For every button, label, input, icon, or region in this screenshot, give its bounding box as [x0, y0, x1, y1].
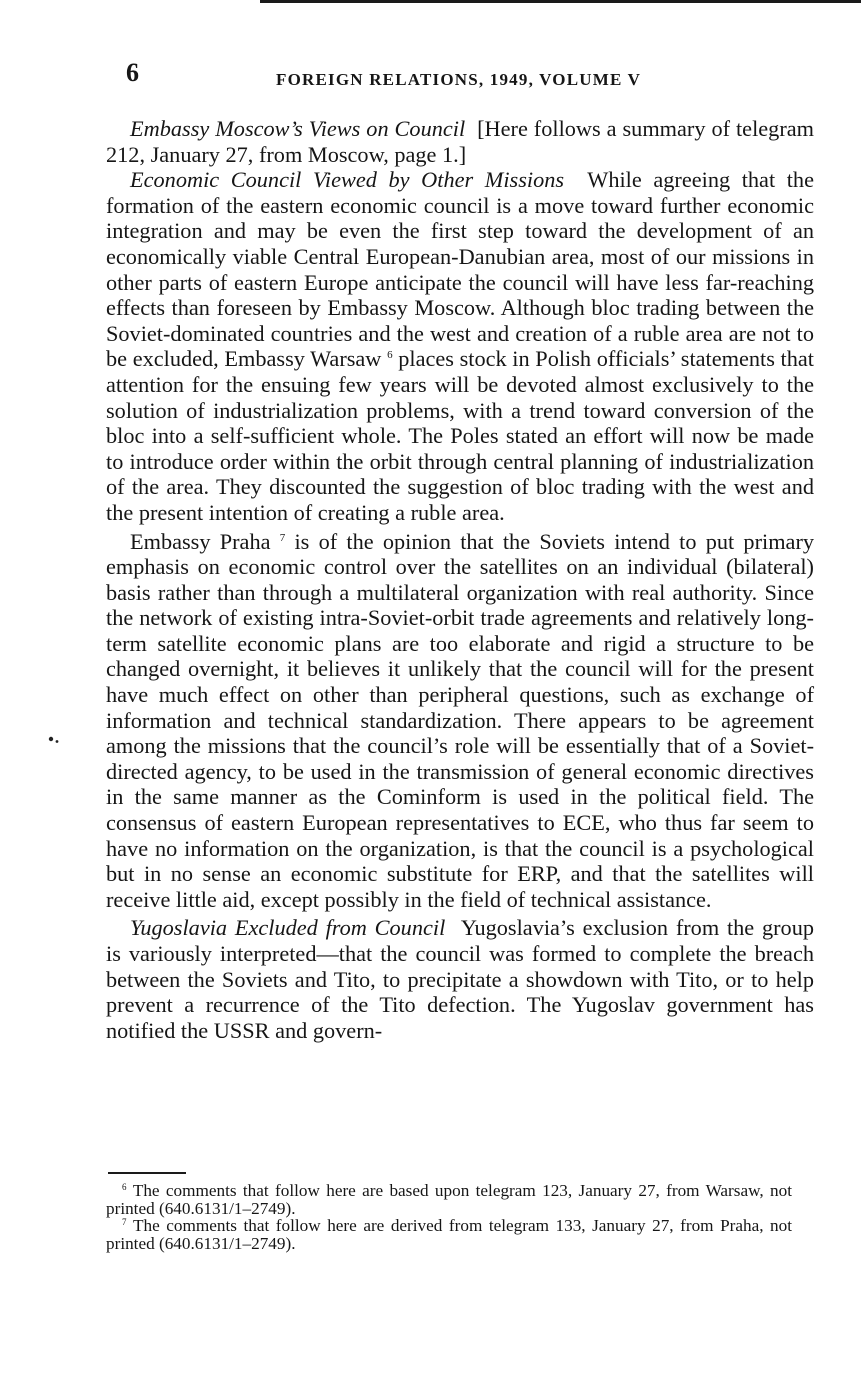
page-header: [126, 58, 806, 98]
body-text: [106, 116, 814, 1043]
footnote-text: The comments that follow here are derived from telegram 133, January 27, from Praha, not printed (640.6131/1–2749).: [106, 1216, 792, 1253]
paragraph-text: places stock in Polish officials’ statements that attention for the ensuing few years will be devoted almost exclusively to the solution of industrialization problems, with a trend toward conversion of the bloc into a self-sufficient whole. The Poles stated an effort will now be made to introduce order within the orbit through central planning of industrialization of the area. They discounted the suggestion of bloc trading with the west and the present intention of creating a ruble area.: [106, 346, 814, 525]
footnote-reference: 7: [279, 531, 286, 544]
footnote-number: 7: [122, 1217, 127, 1228]
paragraph-text: Yugoslavia’s exclusion from the group is variously interpreted—that the council was formed to complete the breach between the Soviets and Tito, to precipitate a showdown with Tito, or to help prevent a recurrence of the Tito defection. The Yugoslav government has notified the USSR and govern-: [106, 915, 814, 1043]
running-head: FOREIGN RELATIONS, 1949, VOLUME V: [276, 70, 642, 89]
footnote: [106, 1182, 792, 1217]
footnote-rule: [108, 1172, 186, 1174]
paragraph-text: is of the opinion that the Soviets intend to put primary emphasis on economic control over the satellites on an individual (bilateral) basis rather than through a multilateral organization with real authority. Since the network of existing intra-Soviet-orbit trade agreements and relatively long-term satellite economic plans are too elaborate and rigid a structure to be changed overnight, it believes it unlikely that the council will for the present have much effect on other than peripheral questions, such as exchange of information and technical standardization. There appears to be agreement among the missions that the council’s role will be essentially that of a Soviet-directed agency, to be used in the transmission of general economic directives in the same manner as the Cominform is used in the political field. The consensus of eastern European representatives to ECE, who thus far seem to have no information on the organization, is that the council is a psychological but in no sense an economic substitute for ERP, and that the satellites will receive little aid, except possibly in the field of technical assistance.: [106, 528, 815, 912]
paragraph-other-missions: [106, 167, 814, 525]
page-number: 6: [126, 58, 139, 87]
footnote-number: 6: [122, 1182, 127, 1192]
paragraph-text: [Here follows a summary of telegram 212, January 27, from Moscow, page 1.]: [106, 116, 814, 167]
footnote-text: The comments that follow here are based upon telegram 123, January 27, from Warsaw, not printed (640.6131/1–2749).: [106, 1181, 792, 1218]
paragraph-text: Embassy Praha: [130, 528, 271, 554]
paragraph-embassy-praha: [106, 529, 814, 913]
footnote-reference: 6: [387, 349, 393, 362]
paragraph-embassy-moscow: [106, 116, 814, 167]
footnote: [106, 1217, 792, 1252]
paragraph-heading: Economic Council Viewed by Other Missions: [130, 167, 565, 193]
page-top-edge: [260, 0, 861, 3]
ink-speck: [48, 736, 60, 744]
footnotes: [106, 1182, 792, 1252]
paragraph-heading: Embassy Moscow’s Views on Council: [130, 116, 466, 141]
paragraph-text: While agreeing that the formation of the eastern economic council is a move toward further economic integration and may be even the first step toward the development of an economically viable Central European-Danubian area, most of our missions in other parts of eastern Europe anticipate the council will have less far-reaching effects than foreseen by Embassy Moscow. Although bloc trading between the Soviet-dominated countries and the west and creation of a ruble area are not to be excluded, Embassy Warsaw: [106, 167, 814, 372]
paragraph-yugoslavia: [106, 915, 814, 1043]
paragraph-heading: Yugoslavia Excluded from Council: [130, 915, 446, 941]
